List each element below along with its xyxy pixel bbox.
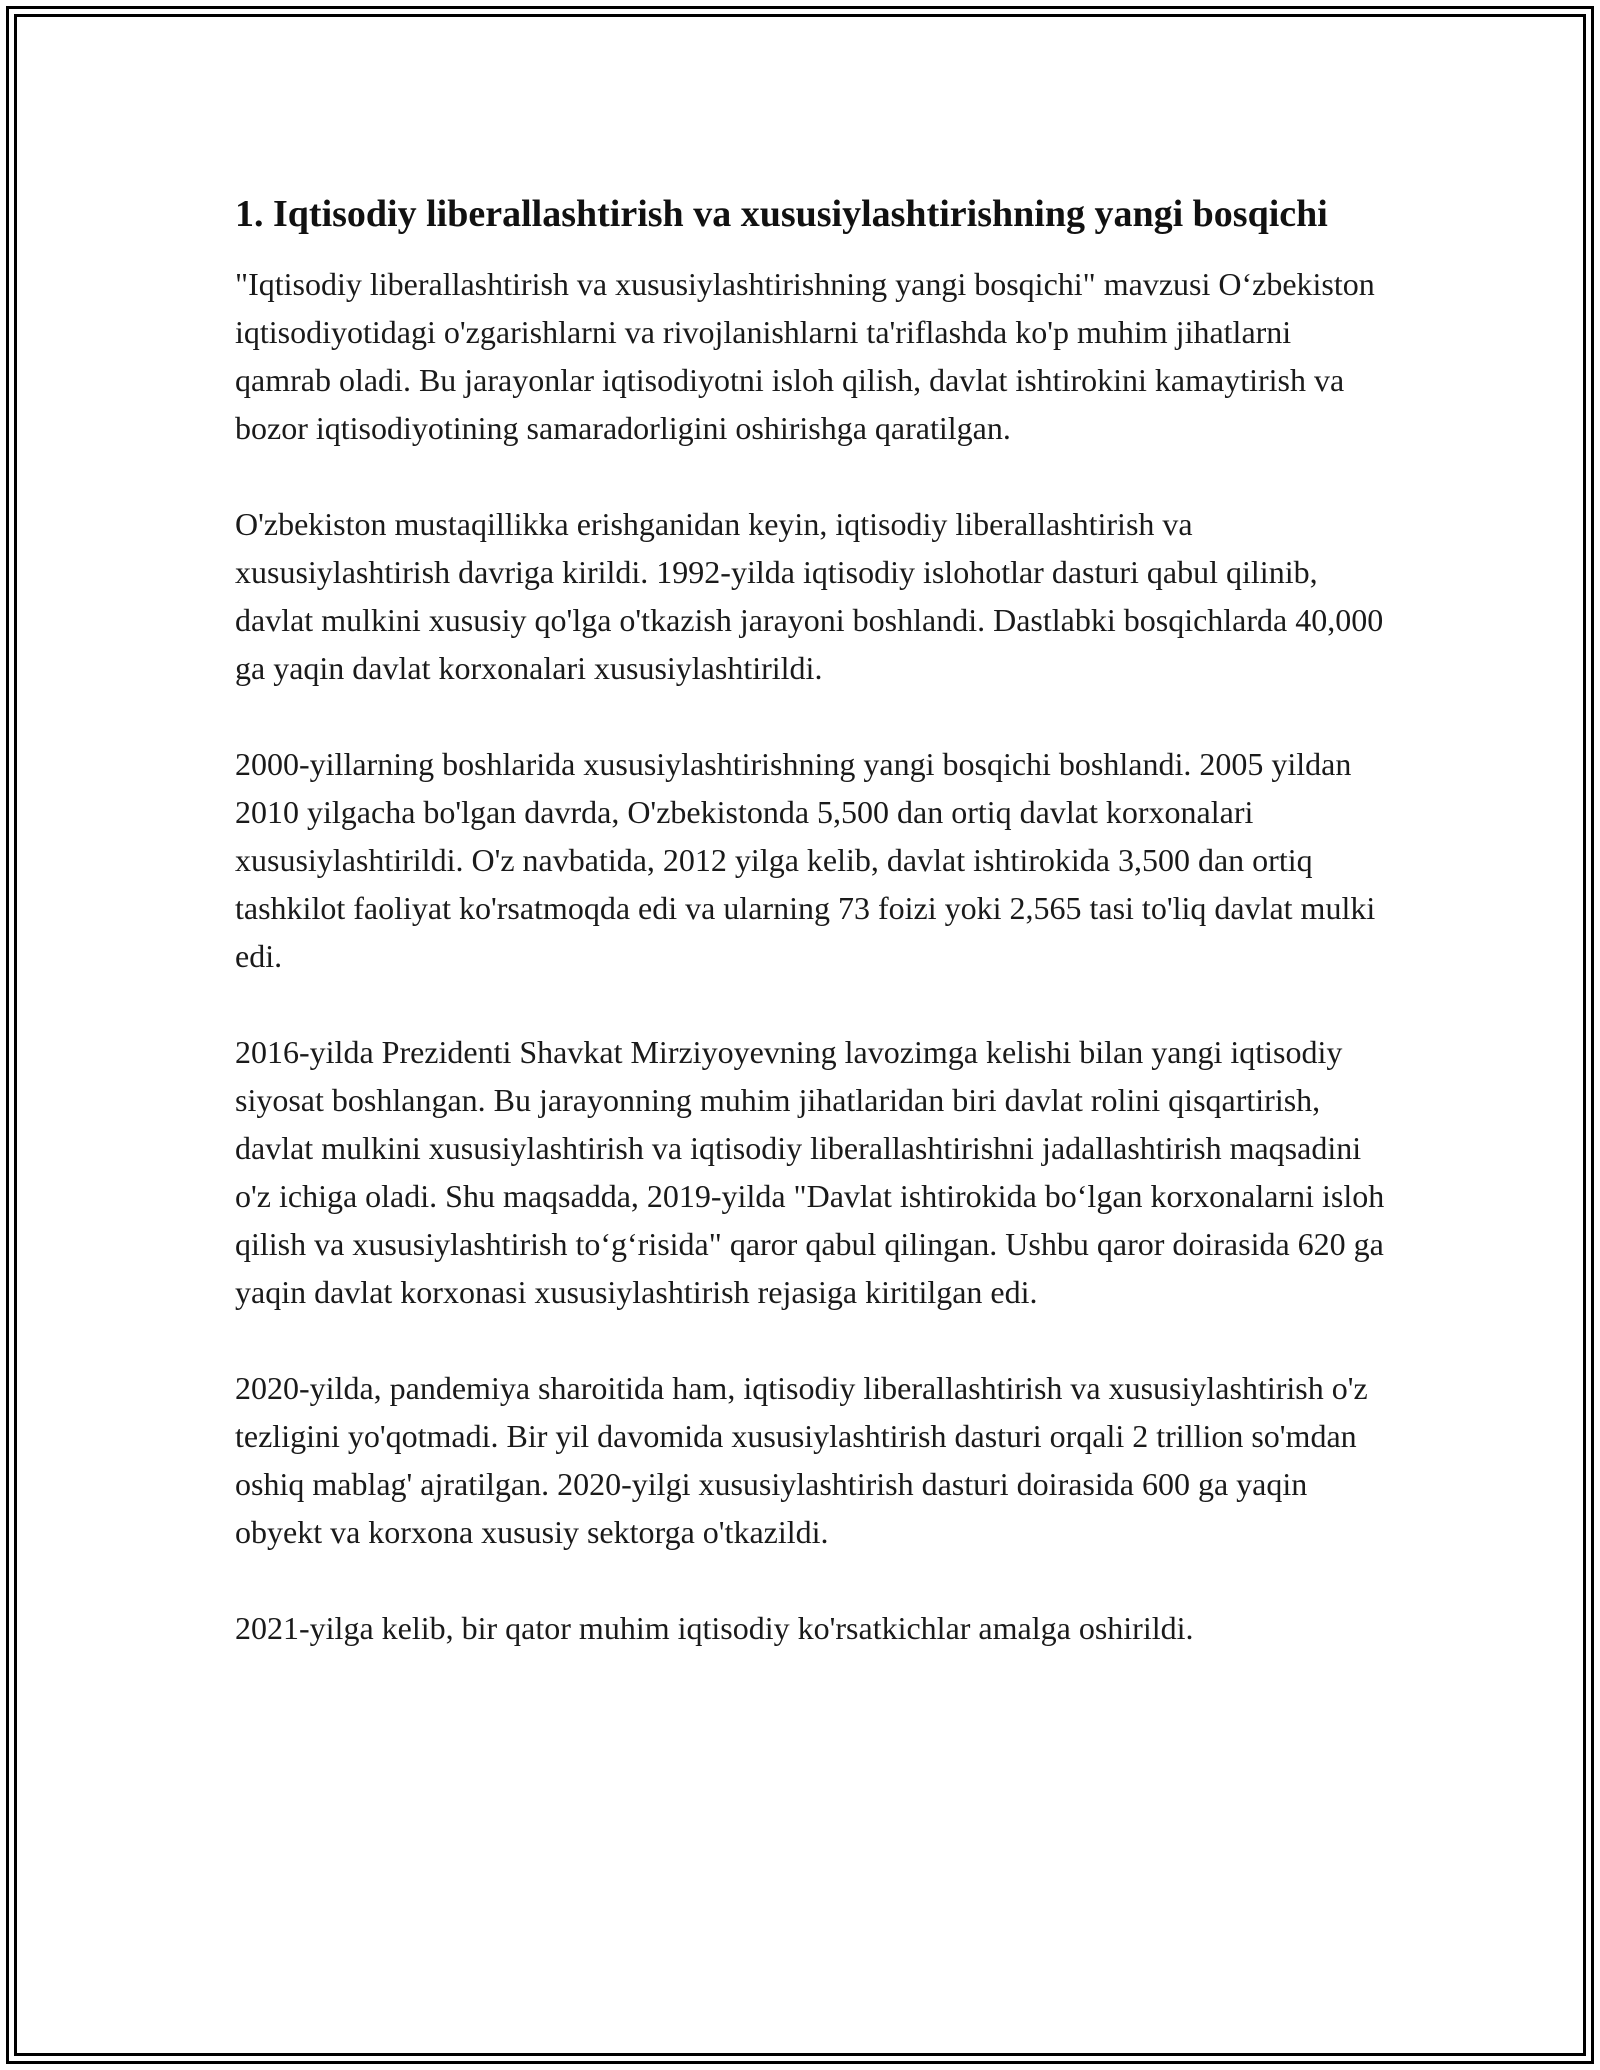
paragraph-2020: 2020-yilda, pandemiya sharoitida ham, iqtisodiy liberallashtirish va xususiylashtirish o'z tezligini yo'qotmadi. Bir yil davomida xususiylashtirish dasturi orqali 2 trillion so'mdan oshiq mablag' ajratilgan. 2020-yilgi xususiylashtirish dasturi doirasida 600 ga yaqin obyekt va korxona xususiy sektorga o'tkazildi. (235, 1370, 1368, 1550)
paragraph-independence: O'zbekiston mustaqillikka erishganidan keyin, iqtisodiy liberallashtirish va xususiylashtirish davriga kirildi. 1992-yilda iqtisodiy islohotlar dasturi qabul qilinib, davlat mulkini xususiy qo'lga o'tkazish jarayoni boshlandi. Dastlabki bosqichlarda 40,000 ga yaqin davlat korxonalari xususiylashtirildi. (235, 506, 1384, 686)
document-title: 1. Iqtisodiy liberallashtirish va xususiylashtirishning yangi bosqichi (235, 193, 1328, 235)
paragraph-2016: 2016-yilda Prezidenti Shavkat Mirziyoyevning lavozimga kelishi bilan yangi iqtisodiy siyosat boshlangan. Bu jarayonning muhim jihatlaridan biri davlat rolini qisqartirish, davlat mulkini xususiylashtirish va iqtisodiy liberallashtirishni jadallashtirish maqsadini o'z ichiga oladi. Shu maqsadda, 2019-yilda "Davlat ishtirokida boʻlgan korxonalarni isloh qilish va xususiylashtirish toʻgʻrisida" qaror qabul qilingan. Ushbu qaror doirasida 620 ga yaqin davlat korxonasi xususiylashtirish rejasiga kiritilgan edi. (235, 1034, 1385, 1310)
paragraph-intro: "Iqtisodiy liberallashtirish va xususiylashtirishning yangi bosqichi" mavzusi Oʻzbekiston iqtisodiyotidagi o'zgarishlarni va rivojlanishlarni ta'riflashda ko'p muhim jihatlarni qamrab oladi. Bu jarayonlar iqtisodiyotni isloh qilish, davlat ishtirokini kamaytirish va bozor iqtisodiyotining samaradorligini oshirishga qaratilgan. (235, 266, 1375, 446)
paragraph-2021: 2021-yilga kelib, bir qator muhim iqtisodiy ko'rsatkichlar amalga oshirildi. (235, 1610, 1194, 1646)
paragraph-2000s: 2000-yillarning boshlarida xususiylashtirishning yangi bosqichi boshlandi. 2005 yildan 2010 yilgacha bo'lgan davrda, O'zbekistonda 5,500 dan ortiq davlat korxonalari xususiylashtirildi. O'z navbatida, 2012 yilga kelib, davlat ishtirokida 3,500 dan ortiq tashkilot faoliyat ko'rsatmoqda edi va ularning 73 foizi yoki 2,565 tasi to'liq davlat mulki edi. (235, 746, 1376, 974)
document-body (235, 186, 1395, 1652)
